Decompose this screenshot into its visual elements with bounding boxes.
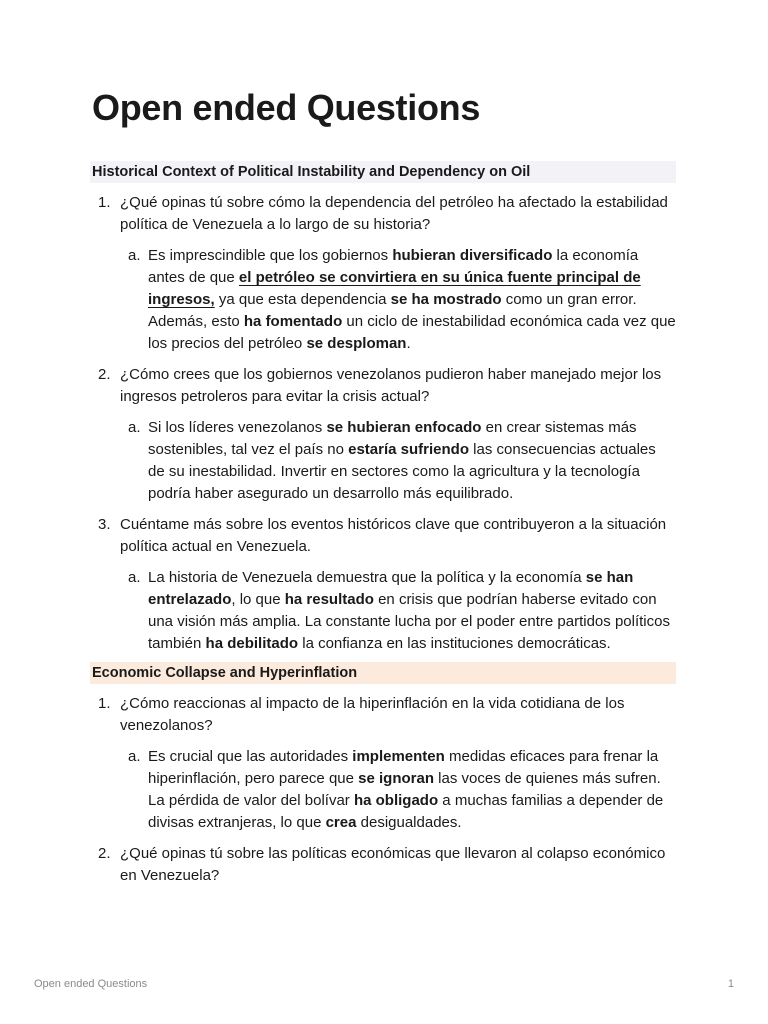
question-text: ¿Qué opinas tú sobre cómo la dependencia del petróleo ha afectado la estabilidad política de Venezuela a lo largo de su historia? [120,194,668,233]
list-marker: a. [128,569,141,586]
highlighted-phrase: ha fomentado [243,313,343,330]
underlined-phrase: el petróleo se convirtiera en su única fuente principal de ingresos, [148,269,641,308]
list-marker: 3. [98,516,111,533]
highlighted-phrase: se ha mostrado [390,291,502,308]
page-title: Open ended Questions [92,87,481,128]
highlighted-phrase: implementen [352,748,445,765]
list-marker: a. [128,419,141,436]
question-item [92,364,676,408]
list-marker: 1. [98,194,111,211]
question-text: ¿Cómo reaccionas al impacto de la hiperinflación en la vida cotidiana de los venezolanos? [120,695,625,734]
highlighted-phrase: ha obligado [353,792,439,809]
highlighted-phrase: se hubieran enfocado [326,419,482,436]
answer-item [92,417,676,505]
section-heading-historical-context: Historical Context of Political Instability and Dependency on Oil [90,161,676,183]
list-marker: a. [128,748,141,765]
document-page [92,84,676,887]
question-text: ¿Qué opinas tú sobre las políticas económicas que llevaron al colapso económico en Venezuela? [120,845,666,884]
question-item [92,693,676,737]
question-item [92,843,676,887]
list-marker: 1. [98,695,111,712]
answer-text: Es crucial que las autoridades implementen medidas eficaces para frenar la hiperinflación, pero parece que se ignoran las voces de quienes más sufren. La pérdida de valor del bolívar ha obligado a muchas familias a depender de divisas extranjeras, lo que crea desigualdades. [148,748,664,831]
list-marker: 2. [98,845,111,862]
answer-item [92,245,676,355]
answer-text: Es imprescindible que los gobiernos hubieran diversificado la economía antes de que el petróleo se convirtiera en su única fuente principal de ingresos, ya que esta dependencia se ha mostrado como un gran error. Además, esto ha fomentado un ciclo de inestabilidad económica cada vez que los precios del petróleo se desploman. [148,247,676,352]
question-text: Cuéntame más sobre los eventos históricos clave que contribuyeron a la situación política actual en Venezuela. [120,516,667,555]
highlighted-phrase: se desploman [306,335,407,352]
list-marker: 2. [98,366,111,383]
answer-item [92,567,676,655]
footer-page-number: 1 [727,978,734,990]
highlighted-phrase: ha resultado [284,591,374,608]
question-item [92,514,676,558]
list-marker: a. [128,247,141,264]
footer-document-title: Open ended Questions [34,978,148,990]
highlighted-phrase: hubieran diversificado [392,247,553,264]
answer-text: La historia de Venezuela demuestra que la política y la economía se han entrelazado, lo que ha resultado en crisis que podrían haberse evitado con una visión más amplia. La constante lucha por el poder entre partidos políticos también ha debilitado la confianza en las instituciones democráticas. [148,569,670,652]
answer-item [92,746,676,834]
highlighted-phrase: estaría sufriendo [348,441,469,458]
question-item [92,192,676,236]
question-text: ¿Cómo crees que los gobiernos venezolanos pudieron haber manejado mejor los ingresos petroleros para evitar la crisis actual? [120,366,662,405]
highlighted-phrase: se han entrelazado [148,569,634,608]
section-heading-economic-collapse: Economic Collapse and Hyperinflation [90,662,676,684]
answer-text: Si los líderes venezolanos se hubieran enfocado en crear sistemas más sostenibles, tal vez el país no estaría sufriendo las consecuencias actuales de su inestabilidad. Invertir en sectores como la agricultura y la tecnología podría haber asegurado un desarrollo más equilibrado. [148,419,656,502]
highlighted-phrase: crea [325,814,357,831]
highlighted-phrase: ha debilitado [205,635,299,652]
highlighted-phrase: se ignoran [358,770,434,787]
